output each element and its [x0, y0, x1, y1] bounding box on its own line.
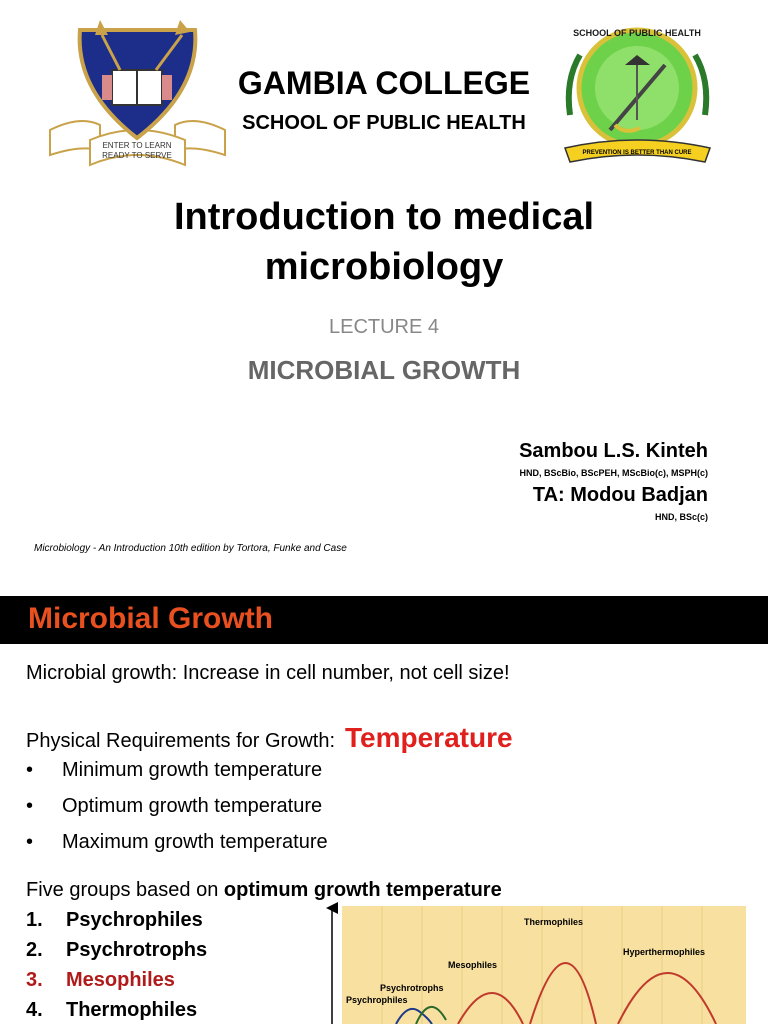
- group-name: Thermophiles: [66, 999, 198, 1021]
- logo-right-motto: PREVENTION IS BETTER THAN CURE: [582, 150, 692, 156]
- group-name: Psychrophiles: [66, 909, 203, 931]
- college-name: GAMBIA COLLEGE: [237, 65, 531, 101]
- bullet-text: Minimum growth temperature: [62, 759, 323, 781]
- school-name: SCHOOL OF PUBLIC HEALTH: [242, 112, 526, 134]
- bullet-symbol: •: [26, 759, 34, 781]
- crest-motto-1: ENTER TO LEARN: [102, 141, 172, 150]
- list-item: [26, 759, 322, 782]
- group-name: Psychrotrophs: [66, 939, 208, 961]
- lecture-title: [0, 192, 768, 292]
- lecture-number: LECTURE 4: [328, 316, 440, 338]
- list-item: [26, 831, 328, 854]
- ta-degrees: HND, BSc(c): [654, 512, 708, 522]
- five-groups-line: [26, 879, 502, 902]
- slide-header-bar: [0, 596, 768, 644]
- growth-temperature-chart: [318, 902, 748, 1024]
- list-item: [26, 795, 322, 818]
- five-groups-bold: optimum growth temperature: [223, 879, 502, 901]
- list-number: 2.: [26, 939, 43, 961]
- list-number: 3.: [26, 969, 43, 991]
- physical-requirements-line: [26, 722, 513, 754]
- series-label: Psychrophiles: [346, 995, 408, 1005]
- author-name: Sambou L.S. Kinteh: [519, 440, 708, 462]
- five-groups-label: Five groups based on: [26, 879, 224, 901]
- list-item: [26, 909, 203, 932]
- list-item: [26, 939, 207, 962]
- group-name: Mesophiles: [66, 969, 175, 991]
- list-item: [26, 969, 175, 992]
- series-label: Thermophiles: [524, 917, 584, 927]
- temperature-highlight: Temperature: [345, 722, 513, 753]
- textbook-reference: Microbiology - An Introduction 10th edition by Tortora, Funke and Case: [34, 543, 347, 554]
- list-item: [26, 999, 197, 1022]
- growth-definition: Microbial growth: Increase in cell number, not cell size!: [26, 662, 510, 684]
- lecture-subtitle: MICROBIAL GROWTH: [247, 355, 521, 385]
- microbial-growth-slide: [0, 596, 768, 1024]
- bullet-symbol: •: [26, 831, 34, 853]
- list-number: 1.: [26, 909, 43, 931]
- series-label: Mesophiles: [448, 960, 498, 970]
- bullet-symbol: •: [26, 795, 34, 817]
- series-label: Hyperthermophiles: [623, 947, 706, 957]
- bullet-text: Optimum growth temperature: [62, 795, 323, 817]
- title-line-2: microbiology: [264, 246, 504, 288]
- list-number: 4.: [26, 999, 43, 1021]
- title-line-1: Introduction to medical: [173, 196, 595, 238]
- crest-motto-2: READY TO SERVE: [102, 151, 172, 160]
- logo-right-ring-text: SCHOOL OF PUBLIC HEALTH: [573, 28, 701, 38]
- author-degrees: HND, BScBio, BScPEH, MScBio(c), MSPH(c): [519, 468, 708, 478]
- physical-requirements-label: Physical Requirements for Growth:: [26, 730, 336, 752]
- bullet-text: Maximum growth temperature: [62, 831, 328, 853]
- series-label: Psychrotrophs: [380, 983, 444, 993]
- ta-name: TA: Modou Badjan: [532, 484, 708, 506]
- slide-header-title: Microbial Growth: [28, 602, 274, 635]
